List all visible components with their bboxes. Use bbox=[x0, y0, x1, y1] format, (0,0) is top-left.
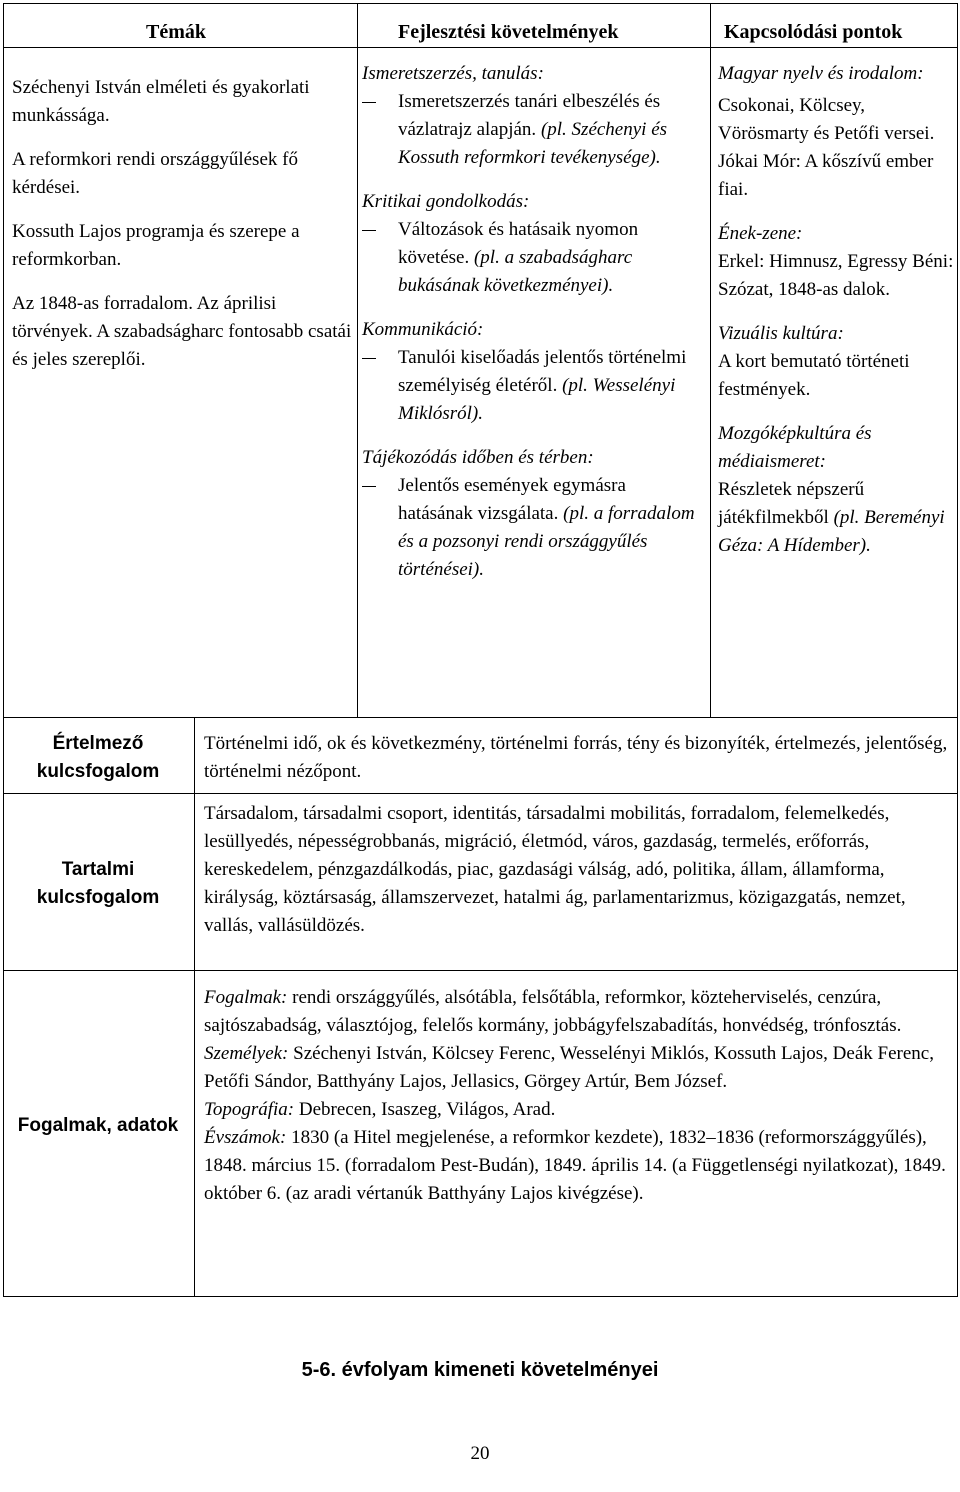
page-number: 20 bbox=[470, 1443, 490, 1464]
interpretive-label: Értelmező kulcsfogalom bbox=[36, 733, 160, 782]
requirement-example: (pl. Széchenyi és Kossuth reformkori tevékenysége). bbox=[398, 119, 668, 168]
requirement-item: Ismeretszerzés tanári elbeszélés és vázlatrajz alapján. (pl. Széchenyi és Kossuth reformkori tevékenysége). bbox=[362, 88, 704, 172]
topics-cell bbox=[12, 74, 352, 374]
connection-text: Csokonai, Kölcsey, Vörösmarty és Petőfi versei. Jókai Mór: A kőszívű ember fiai. bbox=[718, 95, 935, 200]
requirement-heading: Ismeretszerzés, tanulás: bbox=[362, 63, 544, 84]
header-topics: Témák bbox=[146, 21, 206, 43]
topic-item: Az 1848-as forradalom. Az áprilisi törvények. A szabadságharc fontosabb csatái és jeles szereplői. bbox=[12, 293, 352, 370]
requirement-example: (pl. a forradalom és a pozsonyi rendi országgyűlés történései). bbox=[398, 503, 695, 580]
table-border-left bbox=[3, 3, 4, 1297]
topic-item: A reformkori rendi országgyűlések fő kérdései. bbox=[12, 149, 298, 198]
topic-item: Kossuth Lajos programja és szerepe a reformkorban. bbox=[12, 221, 300, 270]
content-label: Tartalmi kulcsfogalom bbox=[36, 859, 160, 908]
col-divider-2 bbox=[710, 3, 711, 718]
content-text bbox=[204, 800, 954, 940]
concepts-text bbox=[204, 984, 954, 1208]
connection-heading: Vizuális kultúra: bbox=[718, 323, 844, 344]
footer-title: 5-6. évfolyam kimeneti követelményei bbox=[301, 1359, 659, 1381]
concepts-key: Személyek: bbox=[204, 1043, 289, 1064]
connection-heading: Mozgóképkultúra és médiaismeret: bbox=[718, 423, 872, 472]
concepts-item: Fogalmak: rendi országgyűlés, alsótábla, felsőtábla, reformkor, közteherviselés, cenzúra, sajtószabadság, választójog, felelős kormány, jobbágyfelszabadítás, honvédség, trónfosztás. bbox=[204, 987, 902, 1036]
connection-text: Részletek népszerű játékfilmekből (pl. Bereményi Géza: A Hídember). bbox=[718, 479, 945, 556]
interpretive-text bbox=[204, 730, 954, 786]
requirement-heading: Kommunikáció: bbox=[362, 319, 484, 340]
connection-heading: Magyar nyelv és irodalom: bbox=[718, 63, 924, 84]
concepts-key: Évszámok: bbox=[204, 1127, 287, 1148]
header-requirements: Fejlesztési követelmények bbox=[398, 21, 619, 43]
concepts-item: Személyek: Széchenyi István, Kölcsey Ferenc, Wesselényi Miklós, Kossuth Lajos, Deák Ferenc, Petőfi Sándor, Batthyány Lajos, Jellasics, Görgey Artúr, Bem József. bbox=[204, 1043, 934, 1092]
content-paragraph: Társadalom, társadalmi csoport, identitás, társadalmi mobilitás, forradalom, felemelkedés, lesüllyedés, népességrobbanás, migráció, életmód, város, gazdaság, termelés, erőforrás, kereskedelem, pénzgazdálkodás, piac, gazdasági válság, adó, politika, állam, államforma, királyság, köztársaság, államszervezet, hatalmi ág, parlamentarizmus, közigazgatás, nemzet, vallás, vallásüldözés. bbox=[204, 803, 906, 936]
requirement-item: Jelentős események egymásra hatásának vizsgálata. (pl. a forradalom és a pozsonyi rendi országgyűlés történései). bbox=[362, 472, 704, 584]
connection-example: (pl. Bereményi Géza: A Hídember). bbox=[718, 507, 945, 556]
requirement-item: Változások és hatásaik nyomon követése. (pl. a szabadságharc bukásának következményei). bbox=[362, 216, 704, 300]
connection-heading: Ének-zene: bbox=[718, 223, 803, 244]
requirement-heading: Kritikai gondolkodás: bbox=[362, 191, 530, 212]
topic-item: Széchenyi István elméleti és gyakorlati munkássága. bbox=[12, 77, 310, 126]
row-divider-interpretive bbox=[3, 717, 958, 718]
concepts-key: Fogalmak: bbox=[204, 987, 288, 1008]
col-divider-1 bbox=[357, 3, 358, 718]
interpretive-paragraph: Történelmi idő, ok és következmény, történelmi forrás, tény és bizonyíték, értelmezés, jelentőség, történelmi nézőpont. bbox=[204, 733, 948, 782]
table-border-right bbox=[957, 3, 958, 1297]
connection-text: Erkel: Himnusz, Egressy Béni: Szózat, 1848-as dalok. bbox=[718, 251, 954, 300]
row-divider-concepts bbox=[3, 970, 958, 971]
table-border-bottom bbox=[3, 1296, 958, 1297]
row-divider-content bbox=[3, 793, 958, 794]
concepts-item: Topográfia: Debrecen, Isaszeg, Világos, Arad. bbox=[204, 1099, 556, 1120]
label-col-divider bbox=[194, 717, 195, 1297]
concepts-item: Évszámok: 1830 (a Hitel megjelenése, a reformkor kezdete), 1832–1836 (reformországgyűlés), 1848. március 15. (forradalom Pest-Budán), 1849. április 14. (a Függetlenségi nyilatkozat), 1849. október 6. (az aradi vértanúk Batthyány Lajos kivégzése). bbox=[204, 1127, 946, 1204]
connections-cell bbox=[718, 60, 954, 560]
requirement-example: (pl. Wesselényi Miklósról). bbox=[398, 375, 676, 424]
concepts-label: Fogalmak, adatok bbox=[17, 1115, 179, 1136]
requirement-heading: Tájékozódás időben és térben: bbox=[362, 447, 594, 468]
concepts-key: Topográfia: bbox=[204, 1099, 295, 1120]
connection-text: A kort bemutató történeti festmények. bbox=[718, 351, 910, 400]
header-connections: Kapcsolódási pontok bbox=[724, 21, 903, 43]
requirement-example: (pl. a szabadságharc bukásának következményei). bbox=[398, 247, 633, 296]
table-border-top bbox=[3, 3, 958, 4]
header-divider bbox=[3, 47, 958, 48]
requirements-cell bbox=[362, 60, 704, 584]
requirement-item: Tanulói kiselőadás jelentős történelmi személyiség életéről. (pl. Wesselényi Miklósról). bbox=[362, 344, 704, 428]
